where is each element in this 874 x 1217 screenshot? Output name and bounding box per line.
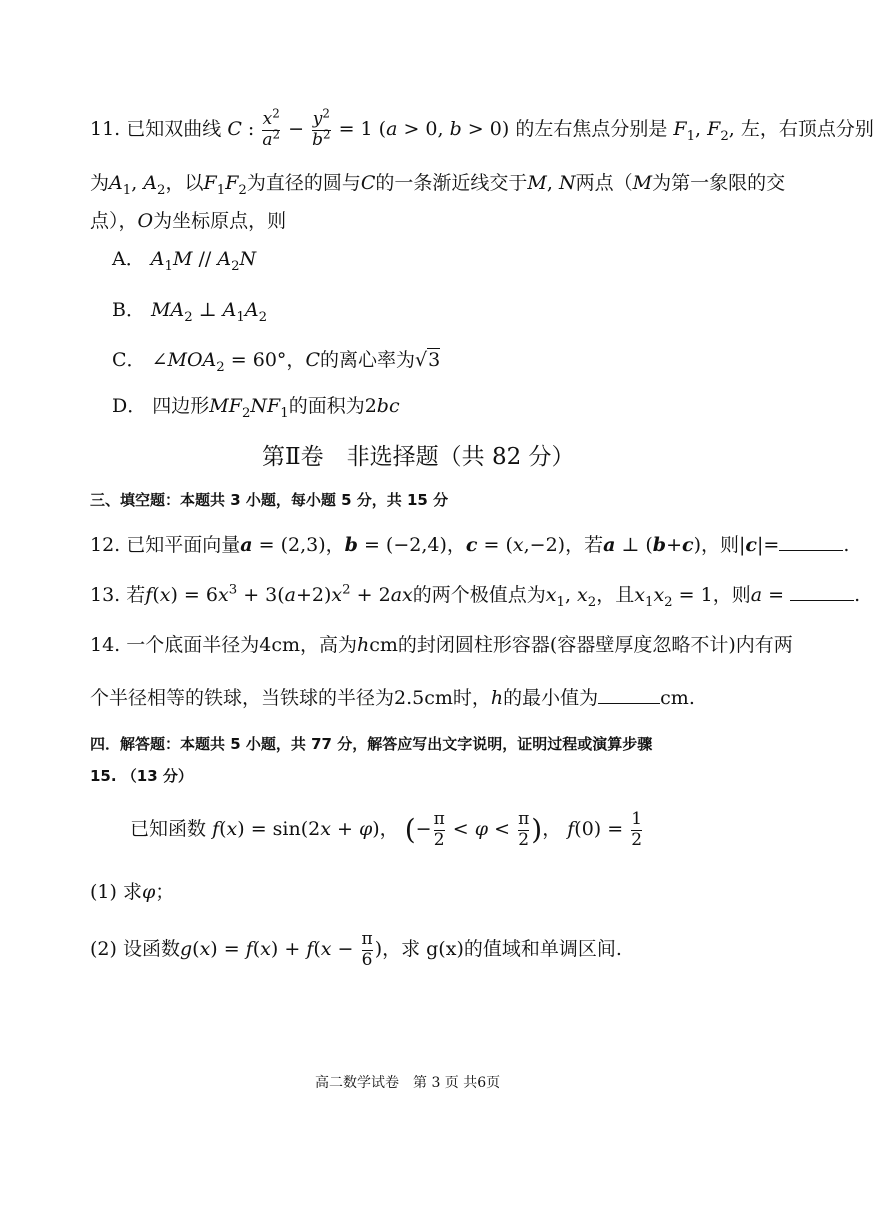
option-text: 的面积为 (288, 395, 365, 417)
option-text: 的离心率为 (319, 349, 415, 371)
q14-text: 的最小值为 (503, 687, 599, 709)
q11-text: 两点（ (575, 172, 633, 194)
q11-line2: 为$A_1$, $A_2$，以$F_1F_2$为直径的圆与C的一条渐近线交于M, N两点（M为第一象限的交 (90, 172, 786, 198)
q11-option-c: C． $\angle MOA_2 = 60^\circ$，C的离心率为√3 (112, 349, 441, 375)
q11-text: 点）， (90, 210, 138, 232)
q14-line2: 个半径相等的铁球，当铁球的半径为2.5cm时，h的最小值为 cm. (90, 687, 695, 709)
q15-text: (2) 设函数 (90, 938, 180, 961)
q11-intro: 已知双曲线 (126, 118, 222, 141)
q12-text: 若 (584, 534, 604, 556)
q11-text: 为 (90, 172, 110, 194)
q12: 12. 已知平面向量a = (2,3)，b = (−2,4)，c = (x,−2)，若a ⊥ (b+c)，则|c|= . (90, 534, 850, 556)
q12-text: 已知平面向量 (126, 534, 241, 556)
q11-line1: 11. 已知双曲线 C : $\frac{x^2}{a^2}$ − $\frac{y^2}{b^2}$ = 1 (a > 0, b > 0) 的左右焦点分别是 $F_1$, $F_2$, 左，右顶点分别 (90, 106, 874, 150)
q13: 13. 若$f(x) = 6x^3 + 3(a+2)x^2 + 2ax$的两个极值点为$x_1$, $x_2$，且$x_1x_2 = 1$，则a = . (90, 582, 861, 610)
q13-text: 则 (731, 584, 751, 606)
q12-text: 则| (720, 534, 746, 556)
option-text: 四边形 (152, 395, 210, 417)
q11-text: 为直径的圆与 (246, 172, 361, 194)
q14-text: cm的封闭圆柱形容器(容器壁厚度忽略不计)内有两 (369, 634, 793, 656)
q14-number: 14. (90, 634, 121, 656)
q15-text: 已知函数 (130, 818, 207, 841)
q14-text: 个半径相等的铁球，当铁球的半径为2.5cm时， (90, 687, 491, 709)
q15-text: ，求 g(x)的值域和单调区间. (382, 938, 622, 961)
q15-text: ； (155, 881, 175, 903)
answer-blank (790, 584, 854, 601)
q13-text: 且 (615, 584, 635, 606)
option-label: D． (112, 395, 147, 417)
q11-cond: 的左右焦点分别是 (515, 118, 668, 141)
q11-option-b: B． $MA_2$ ⊥ $A_1A_2$ (112, 299, 268, 325)
answer-blank (598, 687, 660, 704)
option-label: C． (112, 349, 146, 371)
q11-option-a: A． $A_1M // A_2N$ (112, 248, 257, 274)
q14-unit: cm. (660, 687, 695, 709)
q15-text: (1) 求 (90, 881, 142, 903)
q11-text: 为坐标原点，则 (153, 210, 287, 232)
q12-number: 12. (90, 534, 121, 556)
q13-text: 的两个极值点为 (412, 584, 546, 606)
page-footer: 高二数学试卷 第 3 页 共6页 (315, 1075, 501, 1091)
q11-text: 为第一象限的交 (652, 172, 786, 194)
section4-title: 四．解答题：本题共 5 小题，共 77 分，解答应写出文字说明，证明过程或演算步骤 (90, 735, 653, 753)
q13-text: 若 (126, 584, 146, 606)
q11-text: 的一条渐近线交于 (375, 172, 528, 194)
q11-number: 11. (90, 118, 121, 141)
section3-title: 三、填空题：本题共 3 小题，每小题 5 分，共 15 分 (90, 491, 449, 509)
q11-tail: 左，右顶点分别 (740, 118, 874, 141)
q11-option-d: D． 四边形$MF_2NF_1$的面积为2bc (112, 395, 400, 421)
q15-given: 已知函数 f(x) = sin(2x + φ)， (− $\frac{\pi}{2}$ < φ < $\frac{\pi}{2}$ )， f(0) = $\frac{1}{2}$ (130, 809, 643, 850)
option-label: B． (112, 299, 145, 321)
q14-line1: 14. 一个底面半径为4cm，高为hcm的封闭圆柱形容器(容器壁厚度忽略不计)内有两 (90, 634, 793, 656)
option-label: A． (112, 248, 145, 270)
q15-part1: (1) 求φ； (90, 881, 175, 903)
q13-number: 13. (90, 584, 121, 606)
q15-part2: (2) 设函数g(x) = f(x) + f(x − $\frac{\pi}{6}$ )，求 g(x)的值域和单调区间. (90, 929, 622, 970)
q11-text: ，以 (165, 172, 204, 194)
answer-blank (779, 534, 843, 551)
q14-text: 一个底面半径为4cm，高为 (126, 634, 358, 656)
q15-header: 15. （13 分） (90, 767, 193, 785)
q12-text: |= (757, 534, 780, 556)
q11-line3: 点），O为坐标原点，则 (90, 210, 287, 232)
part2-heading: 第Ⅱ卷 非选择题（共 82 分） (262, 444, 575, 470)
